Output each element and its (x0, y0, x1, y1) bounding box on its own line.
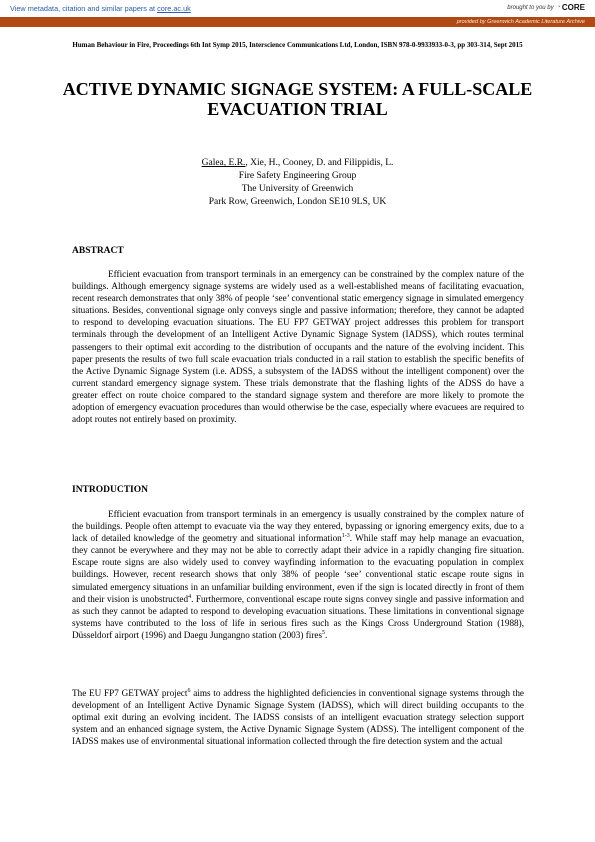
intro-p2-b: aims to address the highlighted deficiencies in conventional signage systems through the development of an Intelligent Active Dynamic Signage System (IADSS), which will direct building occupants to the optimal exit during an evolving incident. The IADSS consists of an intelligent evacuation strategy selection support system and an enhanced signage system, the Active Dynamic Signage System (ADSS). The intelligent component of the IADSS makes use of environmental situational information collected through the fire detection system and the actual (72, 688, 524, 747)
core-link-text: View metadata, citation and similar papers at (10, 4, 158, 13)
citation-1-3: 1-3 (341, 533, 350, 540)
core-metadata-link[interactable] (10, 4, 191, 13)
core-logo-icon: ◔ (556, 4, 561, 11)
other-authors: , Xie, H., Cooney, D. and Filippidis, L. (245, 158, 394, 168)
author-names (60, 157, 535, 170)
core-provider-bar (0, 17, 595, 27)
core-logo[interactable] (557, 3, 585, 12)
author-block (60, 157, 535, 209)
intro-p1-d: . (325, 629, 328, 640)
introduction-heading: INTRODUCTION (72, 485, 149, 495)
intro-paragraph-2 (72, 687, 524, 747)
author-address: Park Row, Greenwich, London SE10 9LS, UK (208, 197, 387, 207)
core-logo-text: CORE (561, 3, 585, 12)
author-group: Fire Safety Engineering Group (238, 171, 357, 181)
lead-author: Galea, E.R. (201, 158, 246, 168)
intro-p1-b: . While staff may help manage an evacuation, they cannot be everywhere and they may not be able to correctly adapt their advice in a rapidly changing fire situation. Escape route signs are also widely used to convey wayfinding information to the evacuating population in complex buildings. However, recent research shows that only 38% of people ‘see’ conventional static escape route signs in simulated emergency situations in an unfamiliar building environment, even if the sign is located directly in front of them and their vision is unobstructed (72, 533, 524, 604)
citation-6: 6 (187, 687, 191, 694)
author-university: The University of Greenwich (241, 184, 354, 194)
core-link-domain[interactable]: core.ac.uk (157, 4, 191, 13)
abstract-text: Efficient evacuation from transport terminals in an emergency can be constrained by the complex nature of the buildings. Although emergency signage systems are widely used as a well-established means of facilitating evacuation, recent research demonstrates that only 38% of people ‘see’ conventional static emergency signage in simulated emergency situations. Besides, conventional signage only conveys single and passive information; therefore, they cannot be adapted to respond to developing evacuation situations. The EU FP7 GETWAY project addresses this problem for transport terminals through the development of an Intelligent Active Dynamic Signage System (IADSS), which routes terminal passengers to their optimal exit according to the distribution of occupants and the nature of the evolving incident. This paper presents the results of two full scale evacuation trials conducted in a rail station to establish the specific benefits of the Active Dynamic Signage System (i.e. ADSS, a subsystem of the IADSS without the intelligent component) over the current standard emergency signage system. These trials demonstrate that the flashing lights of the ADSS do have a greater effect on route choice compared to the standard signage system and therefore are more likely to promote the adoption of emergency evacuation procedures than would otherwise be the case, especially where evacuees are required to adopt routes not entirely based on proximity. (72, 269, 524, 425)
provided-by-text[interactable]: provided by Greenwich Academic Literature Archive (456, 18, 585, 25)
publication-header: Human Behaviour in Fire, Proceedings 6th Int Symp 2015, Interscience Communications Ltd, London, ISBN 978-0-9933933-0-3, pp 303-314, Sept 2015 (72, 41, 523, 49)
citation-5: 5 (322, 629, 326, 636)
citation-4: 4 (188, 593, 192, 600)
core-brought-by (507, 3, 585, 12)
abstract-paragraph (72, 268, 524, 425)
intro-p1-a: Efficient evacuation from transport terminals in an emergency is usually constrained by the complex nature of the buildings. People often attempt to evacuate via the way they entered, bypassing or ignoring emergency exits, due to a lack of detailed knowledge of the geometry and situational information (72, 509, 524, 544)
intro-paragraph-1 (72, 508, 524, 641)
intro-p2-a: The EU FP7 GETWAY project (72, 688, 188, 698)
intro-p1-c: . Furthermore, conventional escape route signs convey single and passive information and as such they cannot be adapted to respond to developing evacuation situations. These limitations in conventional signage systems have contributed to the loss of life in serious fires such as the Kings Cross Underground Station (1988), Düsseldorf airport (1996) and Daegu Jungangno station (2003) fires (72, 593, 524, 640)
abstract-heading: ABSTRACT (72, 246, 124, 256)
paper-title: ACTIVE DYNAMIC SIGNAGE SYSTEM: A FULL-SCALE EVACUATION TRIAL (62, 79, 533, 119)
brought-to-you-text: brought to you by (507, 4, 554, 11)
core-banner (0, 0, 595, 17)
